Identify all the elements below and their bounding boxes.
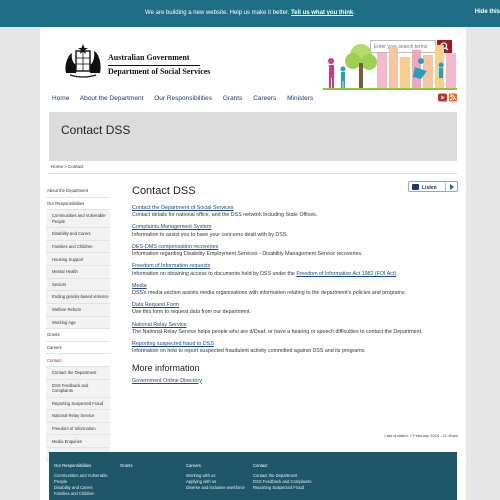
list-item: [132, 283, 458, 297]
sidenav-item-seniors[interactable]: Seniors: [46, 279, 110, 292]
footer-link[interactable]: Families and Children: [54, 491, 95, 497]
sidenav-item-communities[interactable]: Communities and Vulnerable People: [46, 210, 110, 228]
nav-careers[interactable]: Careers: [253, 95, 277, 102]
sidenav-item-mental-health[interactable]: Mental Health: [46, 266, 110, 279]
footer-link[interactable]: DSS Feedback and Complaints: [253, 479, 312, 485]
list-item: [132, 341, 458, 355]
youtube-icon[interactable]: [438, 94, 447, 102]
last-updated: Last updated: 7 February 2024 - 11:49am: [384, 433, 458, 438]
footer-col-contact: [253, 463, 323, 491]
main-content: [132, 185, 458, 390]
footer-col-careers: [186, 463, 250, 491]
gov-name-block: [108, 53, 210, 78]
entry-link[interactable]: Data Request Form: [132, 302, 180, 309]
list-item: [132, 302, 458, 316]
sidenav-item-families[interactable]: Families and Children: [46, 241, 110, 254]
entry-link[interactable]: Freedom of Information requests: [132, 263, 211, 270]
more-info-heading: More information: [132, 362, 200, 373]
sidenav-item-disability[interactable]: Disability and Carers: [46, 228, 110, 241]
sidenav-item-foi[interactable]: Freedom of Information: [46, 423, 110, 436]
list-item: [132, 224, 458, 238]
sidenav-item-contact[interactable]: Contact: [46, 354, 110, 367]
nav-grants[interactable]: Grants: [222, 95, 243, 102]
hide-banner-link[interactable]: Hide this: [474, 9, 500, 15]
footer-heading[interactable]: Grants: [120, 463, 133, 468]
footer-link[interactable]: Applying with us: [186, 479, 217, 485]
main-nav: [52, 95, 322, 102]
footer-heading[interactable]: Careers: [186, 463, 201, 468]
footer-link[interactable]: Diverse and inclusive workforce: [186, 485, 245, 491]
social-links: [438, 93, 458, 102]
entry-link[interactable]: Reporting suspected fraud to DSS: [132, 341, 214, 348]
entry-link[interactable]: Media: [132, 282, 147, 289]
sidenav-item-housing[interactable]: Housing Support: [46, 253, 110, 266]
sidenav-item-about[interactable]: About the Department: [46, 185, 110, 198]
footer-link[interactable]: Communities and Vulnerable People: [54, 473, 108, 485]
entry-desc-wrap: Information on obtaining access to documents held by DSS under the Freedom of Information Act 1982 (FOI Act).: [132, 270, 398, 277]
page-title-band: [49, 112, 457, 161]
entry-link[interactable]: Contact the Department of Social Services: [132, 205, 234, 211]
gov-name-rule: [108, 65, 200, 66]
footer-link[interactable]: Working with us: [186, 473, 216, 478]
entry-link[interactable]: National Relay Service: [132, 321, 187, 328]
entry-link[interactable]: DES-DMS compensation recoveries: [132, 243, 219, 250]
sidenav-item-working-age[interactable]: Working Age: [46, 317, 110, 330]
foi-act-link[interactable]: Freedom of Information Act 1982 (FOI Act): [296, 270, 397, 277]
gov-logo[interactable]: [62, 43, 214, 83]
sidenav-item-contact-department[interactable]: Contact the Department: [46, 367, 110, 380]
rss-icon[interactable]: [449, 94, 457, 102]
list-item: [132, 205, 458, 219]
sidenav-item-relay-service[interactable]: National Relay Service: [46, 410, 110, 423]
header-illustration: [323, 41, 457, 93]
footer-col-grants: [120, 463, 170, 473]
list-item: [132, 322, 458, 336]
listen-label: Listen: [422, 184, 437, 191]
nav-home[interactable]: Home: [52, 95, 70, 102]
footer-col-responsibilities: [54, 463, 116, 497]
entry-desc: DSS's media section assists media organisations with information relating to the department's policies and programs.: [132, 290, 407, 297]
entry-desc: Information to assist you to have your concerns dealt with by DSS.: [132, 231, 288, 238]
breadcrumb[interactable]: Home » Contact: [51, 164, 84, 169]
coat-of-arms-icon: [62, 43, 104, 81]
feedback-banner: We are building a new website. Help us make it better. Tell us what you think. Hide this: [0, 0, 500, 27]
nav-about[interactable]: About the Department: [79, 95, 144, 102]
content-heading: Contact DSS: [132, 185, 196, 197]
sidenav-item-gender-violence[interactable]: Ending gender-based violence: [46, 291, 110, 304]
list-item: [132, 378, 458, 385]
entry-desc: Information regarding Disability Employment Services - Disability Management Service recoveries.: [132, 251, 363, 258]
list-item: [132, 244, 458, 258]
entry-desc: The National Relay Service helps people who are d/Deaf, or have a hearing or speech difficulties to contact the Department.: [132, 328, 423, 335]
sidenav-item-grants[interactable]: Grants: [46, 329, 110, 342]
entry-link[interactable]: Complaints Management System: [132, 224, 212, 231]
gov-directory-link[interactable]: Government Online Directory: [132, 377, 202, 384]
nav-responsibilities[interactable]: Our Responsibilities: [154, 95, 213, 102]
nav-ministers[interactable]: Ministers: [287, 95, 314, 102]
breadcrumb-divider: [49, 173, 457, 174]
site-footer: [49, 452, 457, 500]
sidenav-item-fraud[interactable]: Reporting Suspected Fraud: [46, 398, 110, 411]
banner-feedback-link[interactable]: Tell us what you think: [291, 10, 354, 16]
footer-link[interactable]: Reporting Suspected Fraud: [253, 485, 305, 491]
page-title: Contact DSS: [61, 123, 131, 137]
banner-text: We are building a new website. Help us make it better.: [145, 10, 290, 16]
side-nav: [46, 185, 110, 461]
entry-desc: Information on how to report suspected fraudulent activity committed against DSS and its programs.: [132, 348, 366, 355]
footer-heading[interactable]: Our Responsibilities: [54, 463, 92, 468]
entry-desc: Contact details for national office, and the DSS network including State Offices.: [132, 212, 318, 219]
footer-heading[interactable]: Contact: [253, 463, 268, 468]
gov-name: Australian Government: [108, 53, 190, 62]
sidenav-item-responsibilities[interactable]: Our Responsibilities: [46, 198, 110, 211]
entry-desc: Information on obtaining access to documents held by DSS under the: [132, 270, 297, 277]
sidenav-item-welfare-reform[interactable]: Welfare Reform: [46, 304, 110, 317]
entry-desc: Use this form to request data from our department.: [132, 309, 251, 316]
page-container: [40, 27, 466, 500]
list-item: [132, 263, 458, 277]
footer-link[interactable]: Disability and Carers: [54, 485, 93, 491]
dept-name: Department of Social Services: [108, 66, 211, 76]
sidenav-item-media[interactable]: Media Enquiries: [46, 435, 110, 448]
sidenav-item-careers[interactable]: Careers: [46, 342, 110, 355]
footer-link[interactable]: Contact the Department: [253, 473, 298, 478]
sidenav-item-feedback[interactable]: DSS Feedback and Complaints: [46, 380, 110, 398]
